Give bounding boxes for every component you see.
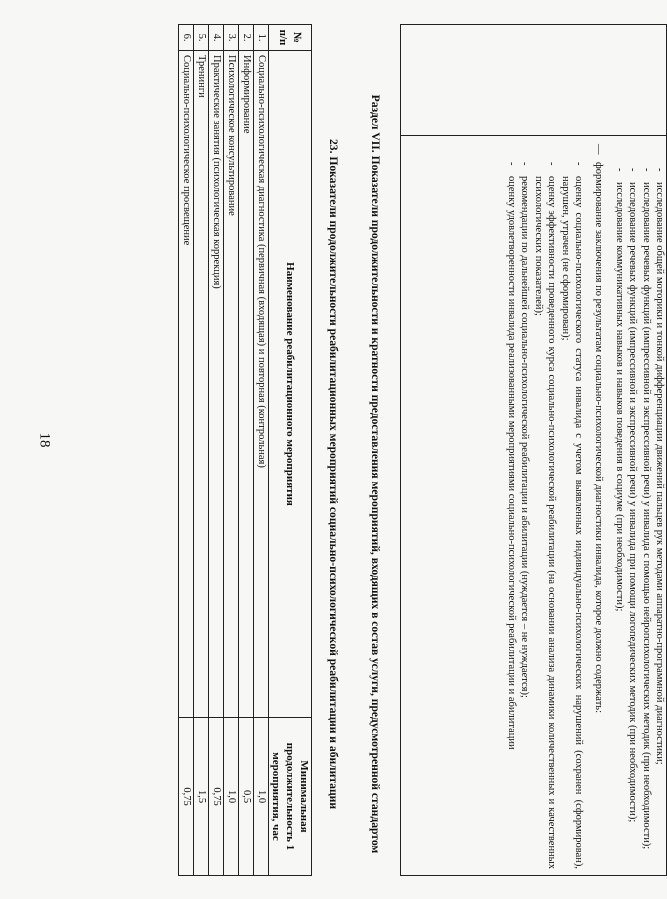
list-item-text: исследование речевых функций (импрессивной и экспрессивной речи) у инвалида при помощи логопедических методик (при необходимости);	[627, 182, 639, 823]
list-item-text: исследование общей моторики и тонкой дифференциации движений пальцев рук методами аппаратно-программной диагностики;	[654, 182, 665, 765]
row-name: Тренинги	[194, 51, 209, 718]
list-dash: -	[546, 162, 558, 166]
table-row	[254, 25, 269, 876]
table-row	[239, 25, 254, 876]
row-number: 1.	[254, 25, 269, 51]
list-dash: -	[627, 168, 639, 172]
list-dash: -	[505, 162, 517, 166]
row-number: 2.	[239, 25, 254, 51]
table-row	[224, 25, 239, 876]
list-dash: -	[640, 168, 652, 172]
table-row	[194, 25, 209, 876]
list-item	[612, 168, 625, 869]
list-item	[653, 168, 666, 869]
row-name: Психологическое консультирование	[224, 51, 239, 718]
list-item	[592, 144, 605, 869]
row-duration: 1,5	[194, 718, 209, 876]
content-cell	[401, 136, 667, 876]
list-dash: -	[572, 162, 584, 166]
list-item-text: оценку социально-психологического статуса инвалида с учетом выявленных индивидуально-психологических нарушений (сохранен (сформирован), нарушен, утрачен (не сформирован);	[559, 176, 584, 869]
list-item-text: оценку удовлетворенности инвалида реализованными мероприятиями социально-психологической реабилитации и абилитации	[505, 176, 517, 750]
duration-table	[178, 24, 312, 876]
list-dash: —	[593, 144, 605, 155]
table-header-row	[269, 25, 312, 876]
empty-cell	[401, 25, 667, 136]
list-dash: -	[613, 168, 625, 172]
row-duration: 1,0	[224, 718, 239, 876]
row-duration: 0,5	[239, 718, 254, 876]
list-item	[558, 162, 585, 869]
list-item	[639, 168, 652, 869]
row-name: Практические занятия (психологическая коррекция)	[209, 51, 224, 718]
list-dash: -	[519, 162, 531, 166]
col-header-name: Наименование реабилитационного мероприятия	[269, 51, 312, 718]
section-heading: Раздел VII. Показатели продолжительности и кратности предоставления мероприятий, входящих в состав услуги, предусмотренной стандартом	[369, 94, 382, 854]
row-number: 5.	[194, 25, 209, 51]
row-name: Социально-психологическое просвещение	[179, 51, 194, 718]
list-item	[626, 168, 639, 869]
page-number: 18	[36, 432, 53, 448]
row-duration: 0,75	[179, 718, 194, 876]
row-number: 6.	[179, 25, 194, 51]
continuation-table	[400, 24, 667, 876]
table-row	[209, 25, 224, 876]
table-row	[179, 25, 194, 876]
list-item-text: исследование речевых функций (импрессивной и экспрессивной речи) у инвалида с помощью нейропсихологических методик (при необходимости);	[640, 182, 652, 850]
row-number: 3.	[224, 25, 239, 51]
subsection-heading: 23. Показатели продолжительности реабилитационных мероприятий социально-психологической реабилитации и абилитации	[327, 138, 340, 810]
row-name: Информирование	[239, 51, 254, 718]
list-item	[518, 162, 531, 869]
list-item-text: формирование заключения по результатам социально-психологической диагностики инвалида, которое должно содержать:	[593, 162, 605, 713]
list-item-text: оценку эффективности проведенного курса социально-психологической реабилитации (на основании анализа динамики количественных и качественных психологических показателей);	[532, 176, 558, 869]
row-duration: 0,75	[209, 718, 224, 876]
list-item-text: исследование коммуникативных навыков и навыков поведения в социуме (при необходимости);	[613, 182, 625, 612]
row-name: Социально-психологическая диагностика (первичная (входящая) и повторная (контрольная)	[254, 51, 269, 718]
list-item	[505, 162, 518, 869]
row-number: 4.	[209, 25, 224, 51]
list-dash: -	[654, 168, 665, 172]
row-duration: 1,0	[254, 718, 269, 876]
upper-list	[505, 136, 666, 875]
col-header-duration: Минимальная продолжительность 1 мероприятия, час	[269, 718, 312, 876]
list-item	[531, 162, 558, 869]
rotated-content	[67, 24, 667, 876]
list-item-text: рекомендации по дальнейшей социально-психологической реабилитации и абилитации (нуждается – не нуждается);	[519, 176, 531, 698]
col-header-number: № п/п	[269, 25, 312, 51]
